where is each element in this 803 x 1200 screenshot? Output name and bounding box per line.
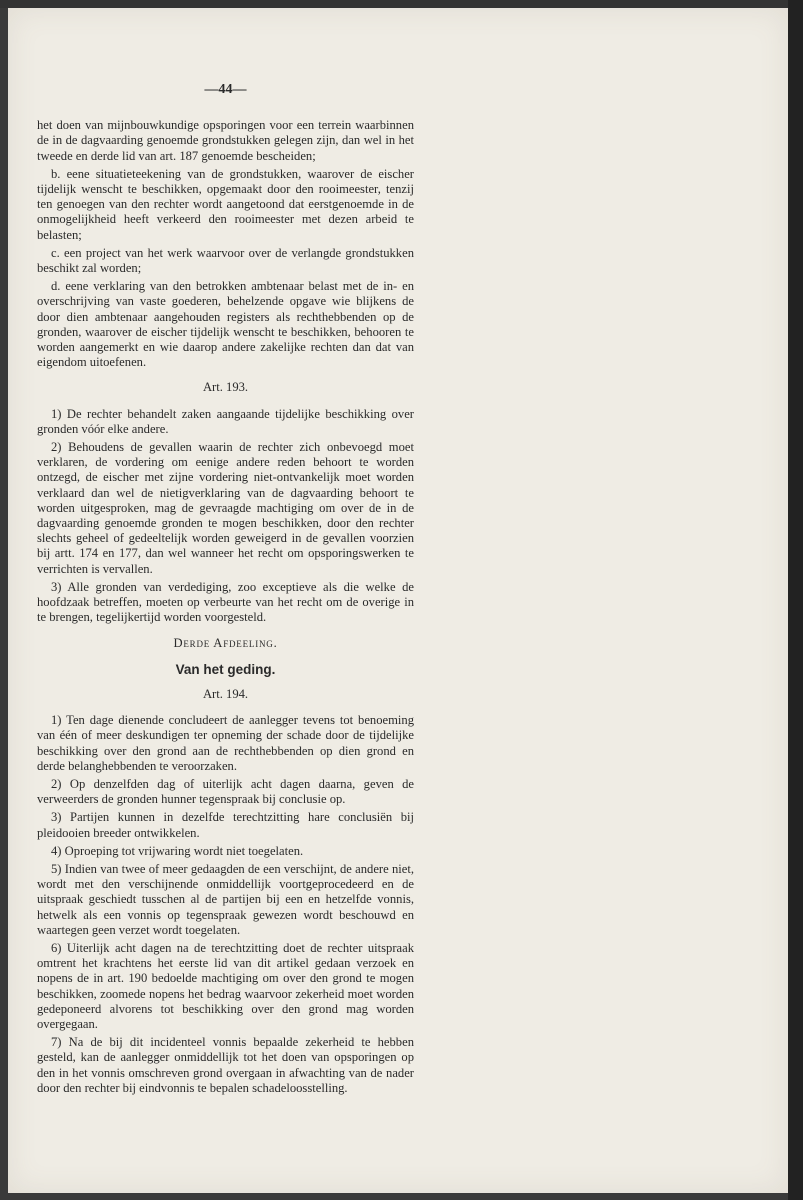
scan-border-right [788,0,803,1200]
scan-border-top [0,0,803,8]
paragraph: het doen van mijnbouwkundige opsporingen voor een terrein waarbinnen de in de dagvaarding genoemde grondstukken gelegen zijn, dan wel in het tweede en derde lid van art. 187 genoemde bescheiden; [37,118,414,163]
paragraph: 3) Partijen kunnen in dezelfde terechtzitting hare conclusiën bij pleidooien breeder ontwikkelen. [37,810,414,840]
page-text [37,82,414,1099]
paragraph: 1) De rechter behandelt zaken aangaande tijdelijke beschikking over gronden vóór elke andere. [37,406,414,436]
paragraph: d. eene verklaring van den betrokken ambtenaar belast met de in- en overschrijving van vaste goederen, behelzende opgave wie blijkens de door dien ambtenaar aangehouden registers als rechthebbenden op de gronden, waarover de eischer tijdelijk wenscht te beschikken, behooren te worden aangemerkt en wie daarop andere zakelijke rechten dan dat van eigendom uitoefenen. [37,279,414,370]
paragraph: 3) Alle gronden van verdediging, zoo exceptieve als die welke de hoofdzaak betreffen, moeten op verbeurte van het recht om de overige in te brengen, tegelijkertijd worden voorgesteld. [37,579,414,625]
article-heading: Art. 193. [202,380,249,395]
paragraph: 1) Ten dage dienende concludeert de aanlegger tevens tot benoeming van één of meer deskundigen ter opneming der schade door de tijdelijke beschikking over den grond aan de rechthebbenden op dien grond en derde belanghebbenden te veroorzaken. [37,713,414,773]
article-heading: Art. 194. [202,686,249,701]
paragraph: 2) Op denzelfden dag of uiterlijk acht dagen daarna, geven de verweerders de gronden hunner tegenspraak bij conclusie op. [37,776,414,807]
paragraph: 2) Behoudens de gevallen waarin de rechter zich onbevoegd moet verklaren, de vordering om eenige andere reden behoort te worden ontzegd, de eischer met zijne vordering niet-ontvankelijk moet worden verklaard dan wel de nietigverklaring van de dagvaarding behoort te worden uitgesproken, mag de gevraagde machtiging om over de in de dagvaarding genoemde gronden te mogen beschikken, door den rechter slechts geheel of gedeeltelijk worden geweigerd in de gevallen voorzien bij artt. 174 en 177, dan wel wanneer het recht om opsporingswerken te verrichten is vervallen. [37,440,414,576]
paragraph: 7) Na de bij dit incidenteel vonnis bepaalde zekerheid te hebben gesteld, kan de aanlegger onmiddellijk tot het doen van opsporingen op den in het vonnis omschreven grond overgaan in afwachting van de nader door den rechter bij eindvonnis te bepalen schadeloosstelling. [37,1035,414,1095]
paragraph: 5) Indien van twee of meer gedaagden de een verschijnt, de andere niet, wordt met den verschijnende onmiddellijk voortgeprocedeerd en de uitspraak geschiedt tusschen al de partijen bij een en hetzelfde vonnis, hetwelk als een vonnis op tegenspraak gewezen wordt beschouwd en waartegen geen verzet wordt toegelaten. [37,861,414,937]
paragraph: c. een project van het werk waarvoor over de verlangde grondstukken beschikt zal worden; [37,245,414,276]
paragraph: 6) Uiterlijk acht dagen na de terechtzitting doet de rechter uitspraak omtrent het krachtens het eerste lid van dit artikel gedaan verzoek en nopens de in art. 190 bedoelde machtiging om over den grond te mogen beschikken, zoomede nopens het bedrag waarvoor zekerheid moet worden gedeponeerd alvorens tot beschikking over den grond mag worden overgegaan. [37,940,414,1031]
section-heading: Derde Afdeeling. [173,635,278,650]
paragraph: b. eene situatieteekening van de grondstukken, waarover de eischer tijdelijk wenscht te beschikken, opgemaakt door den rooimeester, tenzij ten genoegen van den rechter wordt aangetoond dat eerstgenoemde in de onmogelijkheid heeft verkeerd den rooimeester met dezen arbeid te belasten; [37,166,414,242]
paragraph: 4) Oproeping tot vrijwaring wordt niet toegelaten. [51,843,304,858]
page-number: —44— [204,82,247,97]
section-title: Van het geding. [175,661,276,677]
